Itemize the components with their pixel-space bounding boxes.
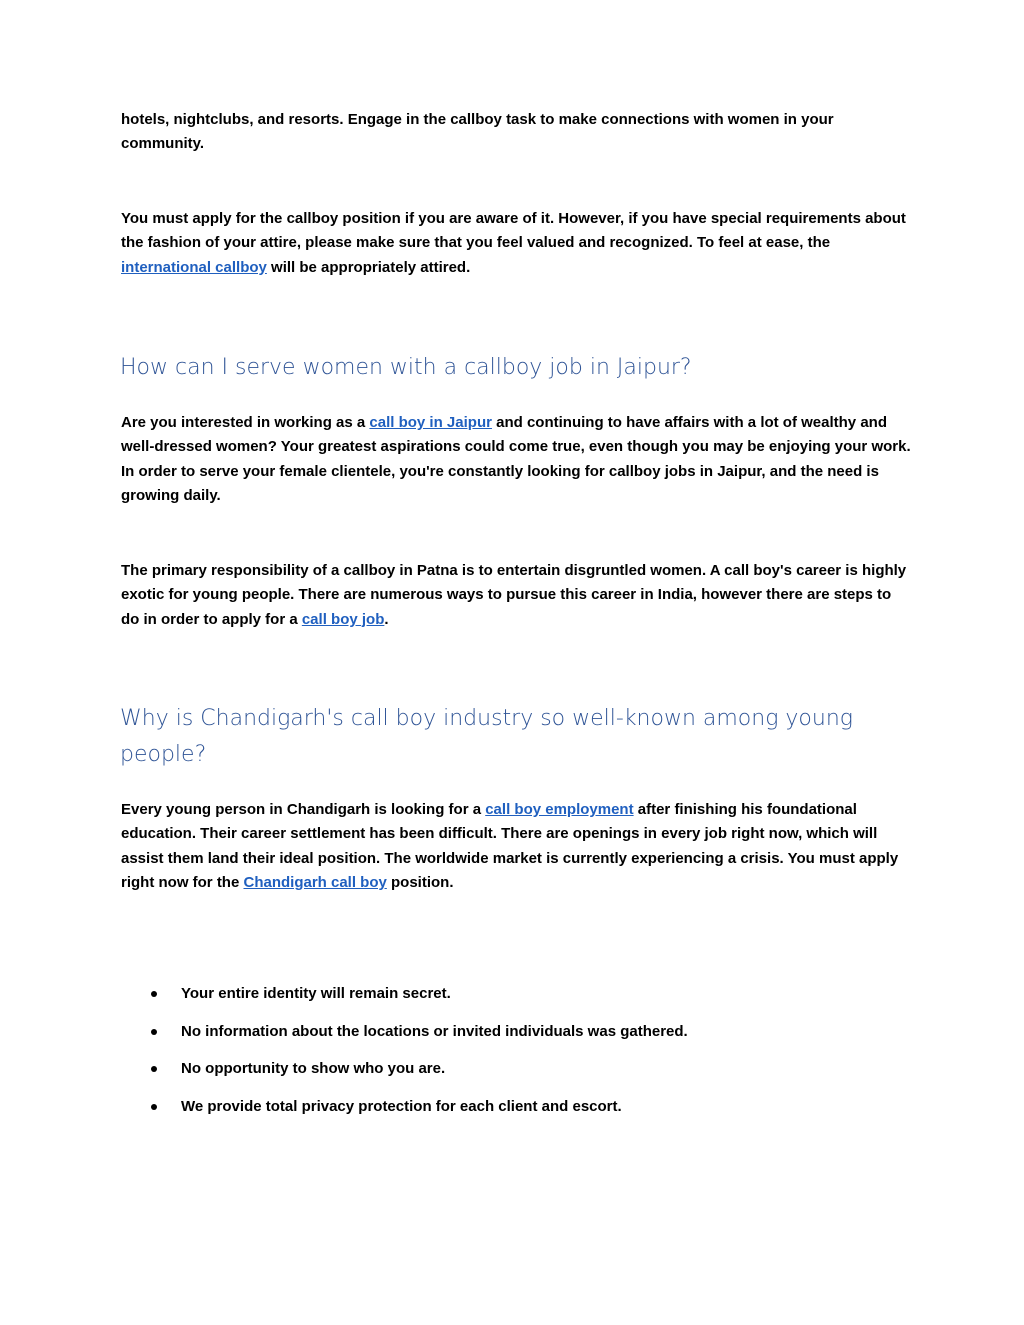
paragraph-chandigarh-text: Every young person in Chandigarh is looking for a — [121, 801, 486, 818]
call-boy-jaipur-link[interactable]: call boy in Jaipur — [369, 414, 492, 431]
list-item-text: We provide total privacy protection for each client and escort. — [181, 1097, 622, 1115]
list-item-text: Your entire identity will remain secret. — [181, 985, 451, 1002]
paragraph-chandigarh-text-middle: after finishing his foundational education. Their career settlement has been difficult. There are openings in every job right now, which will assist them land their ideal position. The worldwide market is currently experiencing a crisis. You must apply right now for the — [121, 801, 899, 891]
bullet-icon — [151, 1104, 157, 1110]
paragraph-intro — [121, 108, 911, 157]
bullet-icon — [151, 991, 157, 997]
list-item — [120, 1057, 910, 1095]
call-boy-job-link[interactable]: call boy job — [301, 610, 385, 628]
paragraph-jaipur-text: Are you interested in working as a — [121, 414, 370, 431]
paragraph-chandigarh — [121, 798, 911, 895]
paragraph-patna — [121, 559, 911, 632]
list-item — [120, 1020, 910, 1058]
heading-chandigarh: Why is Chandigarh's call boy industry so well-known among young people? — [120, 706, 853, 767]
paragraph-jaipur — [121, 411, 911, 508]
paragraph-patna-text-end: . — [384, 610, 389, 628]
paragraph-intro-text: hotels, nightclubs, and resorts. Engage in the callboy task to make connections with women in your community. — [121, 111, 834, 153]
list-item-text: No information about the locations or invited individuals was gathered. — [181, 1022, 688, 1040]
privacy-bullet-list — [120, 982, 910, 1132]
list-item-text: No opportunity to show who you are. — [181, 1060, 446, 1077]
list-item — [120, 982, 910, 1020]
bullet-icon — [151, 1029, 157, 1035]
chandigarh-call-boy-link[interactable]: Chandigarh call boy — [243, 873, 387, 891]
paragraph-apply-text: You must apply for the callboy position if you are aware of it. However, if you have special requirements about the fashion of your attire, please make sure that you feel valued and recognized. To feel at ease, the — [121, 210, 906, 252]
paragraph-chandigarh-text-end: position. — [386, 873, 454, 891]
paragraph-apply — [121, 207, 911, 280]
international-callboy-link[interactable]: international callboy — [121, 258, 267, 276]
bullet-icon — [151, 1066, 157, 1072]
call-boy-employment-link[interactable]: call boy employment — [485, 801, 634, 818]
heading-serve-women: How can I serve women with a callboy job in Jaipur? — [120, 355, 692, 380]
paragraph-jaipur-text-end: and continuing to have affairs with a lot of wealthy and well-dressed women? Your greatest aspirations could come true, even though you may be enjoying your work. In order to serve your female clientele, you're constantly looking for callboy jobs in Jaipur, and the need is growing daily. — [121, 414, 911, 504]
list-item — [120, 1095, 910, 1133]
paragraph-apply-text-end: will be appropriately attired. — [266, 258, 471, 276]
paragraph-patna-text: The primary responsibility of a callboy in Patna is to entertain disgruntled women. A call boy's career is highly exotic for young people. There are numerous ways to pursue this career in India, however there are steps to do in order to apply for a — [121, 562, 907, 628]
